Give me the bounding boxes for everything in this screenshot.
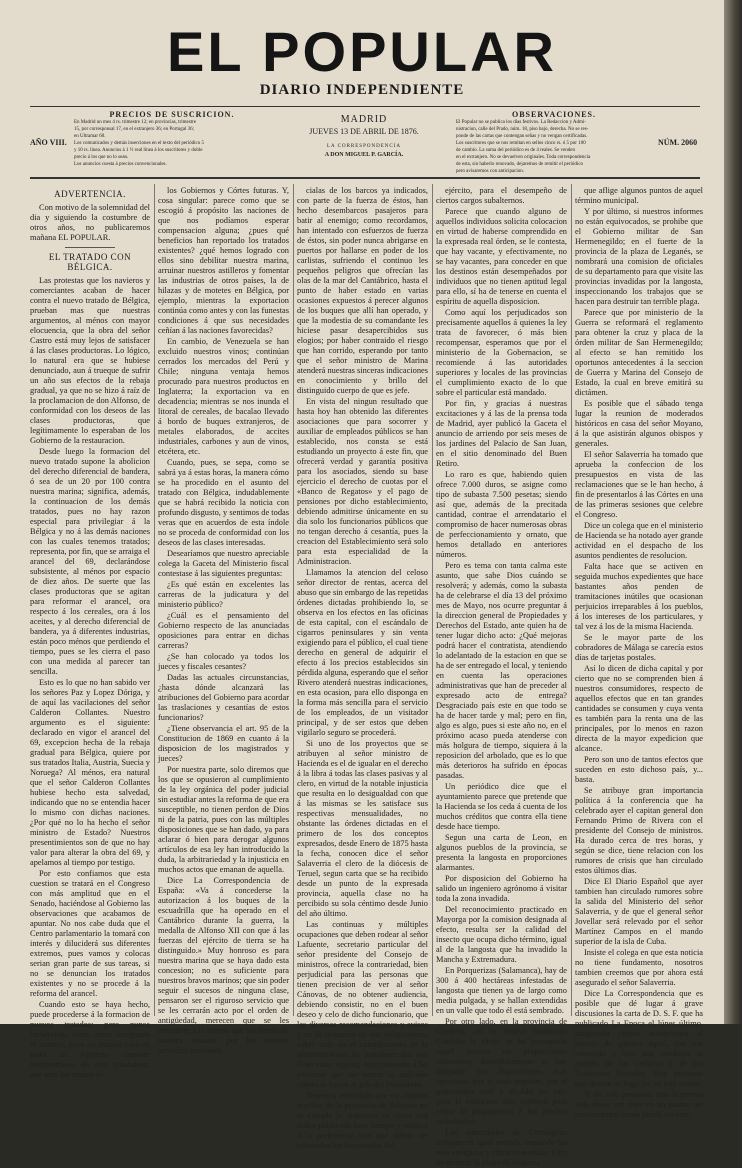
paragraph: ¿Cuál es el pensamiento del Gobierno respecto de las anunciadas oposiciones para entrar en dichas carreras? <box>158 611 289 650</box>
paragraph: Y por último, si nuestros informes no están equivocados, se prohibe que el Gobierno militar de San Hermenegildo; en el fuerte de la provincia de la plaza de Leganés, se nombrará una comision de oficiales de su departamento para que visite las provincias invadidas por la langosta, inspeccionando los trabajos que se hacen para destruir tan terrible plaga. <box>575 207 703 306</box>
observations-line: de esta, sin haberlo renovado, dejaremos de remitir el periódico <box>456 162 584 167</box>
tratado-heading: EL TRATADO CON BÉLGICA. <box>48 252 132 272</box>
column-3 <box>297 186 428 1150</box>
column-1 <box>30 186 150 1079</box>
paragraph: Un periódico dice que el ayuntamiento parece que pretende que la Hacienda se los ceda á cuenta de los muchos créditos que contra ella tiene desde hace tiempo. <box>436 782 567 831</box>
paragraph: El señor Salaverria ha tomado que aprueba la confeccion de los presupuestos en vista de las reclamaciones que se le han hecho, á fin de presentarlos á las Córtes en una de las primeras sesiones que celebre el Congreso. <box>575 450 703 519</box>
header-top-rule <box>30 106 700 107</box>
binding-edge <box>724 0 742 1024</box>
issue-number: NÚM. 2060 <box>658 138 698 147</box>
paragraph: ¿Tiene observancia el art. 95 de la Constitucion de 1869 en cuanto á la disposicion de los magistrados y jueces? <box>158 724 289 763</box>
paragraph: Llamamos la atencion del celoso señor director de rentas, acerca del abuso que sin embargo de las repetidas órdenes dictadas prohibiendo lo, se observa en los efectos en las oficinas de esta capital, con el escándalo de cigarros peninsulares y sin venta exigiendo para el público, el cual tiene derecho en general de adquirir el efecto á los precios establecidos sin pérdida alguna, esperando que el señor Rivero atenderá nuestras indicaciones, en esta ocasion, para ello disponga en la forma más sencilla para el servicio de los empleados, de un visitador principal, y de ser estos que deben vigilarlo seguro se procederá. <box>297 568 428 737</box>
paragraph: Esto es lo que no han sabido ver los señores Paz y Lopez Dóriga, y de aquí las vacilaciones del señor Calderon Collantes. Nuestro argumento es el siguiente: declarado en vigor el arancel del 69, excepcion hecha de la rebaja gradual para Bélgica, quiere por sus tratados Italia, Austria, Suecia y Noruega? Al ménos, era natural que el señor Calderon Collantes hubiese hecho esta salvedad, indicando que no se entendia hacer lo mismo con dichas naciones. ¿Por qué no lo ha hecho el señor ministro de Estado? Nuestros presentimientos son de que no hay valor para alterar la obra del 69, y apelamos al tiempo por testigo. <box>30 678 150 867</box>
subscription-line: Los anuncios cuesta á precios convencionales. <box>74 162 167 167</box>
paragraph: Se atribuye gran importancia política á la conferencia que ha celebrado ayer el capitan general don Fernando Primo de Rivera con el presidente del Consejo de ministros. Ha durado cerca de tres horas, y según se dice, tiene relacion con los rumores de crisis que han circulado estos últimos dias. <box>575 786 703 875</box>
paragraph: Se le mayor parte de los cobradores de Málaga se carecía estos días de tarjetas postales. <box>575 633 703 662</box>
paragraph: que aflige algunos puntos de aquel término municipal. <box>575 186 703 205</box>
paragraph: cialas de los barcos ya indicados, con parte de la fuerza de éstos, han hecho desembarcos pasajeros para batir al enemigo; como recordamos, han intentado con esfuerzos de fuerza de éstos, sin poder nunca abrigarse en puertos por hallarse en poder de los carlistas, sufriendo el continuo les pequeños peligros que ofrecían las olas de la mar del Cantábrico, hasta el punto de haber estado en varias ocasiones expuestos á perecer algunos de los buques que allí han operado, y que la modestia de su comandante les hiciese pasar desapercibidos sus elogios; por haber contraido el riesgo que han corrido, esperando por tanto que el señor ministro de Marina atenderá nuestras sinceras indicaciones en conocimiento y brillo del distinguido cuerpo de que es jefe. <box>297 186 428 395</box>
header-bottom-rule <box>30 177 700 179</box>
paragraph: Tenemos entendido que en algunos pueblos de la provincia de Palencia no se cumple lo dispuesto en cierta real órden publicada hace tiempo y relativa á la preferencia con que deban ser colocados los licenciados del <box>297 1091 428 1150</box>
paragraph: En cambio, de Venezuela se han excluido nuestros vinos; continúan cerrados los mercados del Perú y Chile; ninguna ventaja hemos procurado para nuestros productos en Inglaterra; la exportacion va en decadencia; mientras se nos inunda el litoral de cereales, de bacalao llevado á bordo de buques extranjeros, de metales elaborados, de accites industriales, carbones y aun de vinos, etcétera, etc. <box>158 337 289 456</box>
advertencia-text: Con motivo de la solemnidad del dia y siguiendo la costumbre de otros años, no publicaremos mañana EL POPULAR. <box>30 203 150 242</box>
paragraph: Lo raro es que, habiendo quien ofrece 7.000 duros, se asigne como tipo de subasta 7.500 pesetas; siendo así que, además de la precitada cantidad, contrae el arrendatario el compromiso de hacer numerosas obras de perfeccionamiento y ornato, que hemos detallado en anteriores números. <box>436 470 567 559</box>
paragraph: Pero es tema con tanta calma este asunto, que sabe Dios cuándo se resolverá; y además, como la subasta ha de celebrarse el día 13 del próximo mes de Mayo, nos ocurre preguntar á la direccion general de Propiedades y Derechos del Estado, ante quien ha de tener lugar dicho acto: ¿Qué mejoras podrá hacer el contratista, atendiendo lo adelantado de la estacion en que se ha de ser entregado el local, y teniendo en cuenta las operaciones administrativas que han de preceder al expresado acto de entrega? Desgraciado país este en que todo se ha de hacer tarde y mal; pero en fin, algo es algo, pues si este año no, en el próximo acaso pueda atenderse con más holgura de tiempo, siquiera á la reposicion del arbolado, que es lo que más deterioros ha sufrido en épocas pasadas. <box>436 561 567 780</box>
column-divider <box>293 184 294 1016</box>
masthead-title: EL POPULAR <box>167 20 557 83</box>
observations-line: pero avisaremos con anticipacion. <box>456 169 525 174</box>
masthead-subtitle: DIARIO INDEPENDIENTE <box>259 82 465 98</box>
issue-date: JUEVES 13 DE ABRIL DE 1876. <box>309 127 419 136</box>
observations-line: en el extranjero. No se devuelven originales. Toda correspondencia <box>456 155 591 160</box>
column-divider <box>154 184 155 1016</box>
subscription-line: en Ultramar 60. <box>74 134 106 139</box>
column-2 <box>158 186 289 1055</box>
year-label: AÑO VIII. <box>30 138 67 147</box>
city: MADRID <box>340 114 388 125</box>
paragraph: Insiste el colega en que esta noticia no tiene fundamento, nosotros tambien creemos que por ahora está asegurado el señor Salaverria. <box>575 948 703 987</box>
paragraph: En vista del ningun resultado que hasta hoy han obtenido las diferentes asociaciones que para socorrer y auxiliar de empleados públicos se han establecido, nos consta se está estudiando un proyecto á este fin, que ofrecerá verdad y garantía positiva para los asociados, siendo su base ejercicio el derecho de cuotas por el «Banco de Regatos» y el pago de pensiones por dicho establecimiento, debiendo admitirse únicamente en su dia solo los funcionarios públicos que no tengan derecho á cesantía, pues la creacion del Establecimiento será solo para esta especialidad de la Administracion. <box>297 397 428 566</box>
observations-line: Los suscritores que se nos remitan en sellos cinco rs. ó 5 por 100 <box>456 141 586 146</box>
paragraph: los Gobiernos y Córtes futuras. Y, cosa singular: parece como que se escogió á propósito las naciones de que nos podíamos esperar compensacion alguna; ¿pues qué beneficios han reportado los tratados existentes? ¿qué hemos logrado con ellos sino debilitar nuestra marina, arruinar nuestros astilleros y fomentar las industrias de otros países, la de hilazas y de motetes en Bélgica, por ejemplo, mientras la exportacion continúa como antes y con las funestas condiciones á que sus necesidades ceñían á las naciones favorecidas? <box>158 186 289 335</box>
observations-line: de cambio. La suma del periódico es de 4 reales. Se venden <box>456 148 575 153</box>
paragraph: ¿Es qué están en excelentes las carreras de la judicatura y del ministerio público? <box>158 580 289 609</box>
paragraph: Dadas las actuales circunstancias, ¿hasta dónde alcanzará las atribuciones del Gobierno para acordar las traslaciones y cesantías de estos funcionarios? <box>158 673 289 722</box>
column-4 <box>436 186 567 1167</box>
paragraph: Parece que cuando alguno de aquellos individuos solicita colocacion en virtud de haberse comprendido en la expresada real órden, se le contesta, que hay vacante, y efectivamente, no se hay vacantes, para conceder en que los destinos están desempeñados por individuos que no tienen aptitud legal para ello, sí ha de tenerse en cuenta el espíritu de aquella disposicion. <box>436 207 567 306</box>
paragraph: Y, no solo personas, sino la prensa toda desea ver claro en un asunto tan trascendental como puede ser este. <box>575 1090 703 1119</box>
observations-line: nistracion, calle del Prado, núm. 18, piso bajo, derecha. No se res- <box>456 127 589 132</box>
paragraph: ¿Se han colocado ya todos los jueces y fiscales cesantes? <box>158 652 289 671</box>
paragraph: Las autoridades de Carmagena trabajan en igual sentido, tomando las más enérgicas y eficaces medidas á fin de destruir la plaga de langosta <box>436 1128 567 1167</box>
paragraph: Por esto confiamos que esta cuestion se tratará en el Congreso con más amplitud que en el Senado, haciéndose al Gobierno las observaciones que acabamos de apuntar. No nos cabe duda que el Centro parlamentario la tomará con interés y diluciderá sus diferentes extremos, pues vamos y colocas serian gran parte de sus tareas, si no se denuncian los tratados existentes y no se procede á la reforma del arancel. <box>30 869 150 998</box>
paragraph: Desde luego la formacion del nuevo tratado supone la abolicion del derecho diferencial de bandera, ó sea de un 20 por 100 contra nuestra marina; significa, además, la continuacion de los demás tratados, pues no hay razon especial para privilegiar á la Bélgica y no á las demás naciones con las cuales tenemos tratados; representa, por fin, que se arraiga el arancel del 69, declarándose subsistente, al ménos por espacio de diez años. De suerte que las clases productoras que se agitan para reformar el arancel, ora respecto á los cereales, ora á los aceites, y al derecho diferencial de bandera, ya á diferentes industrias, están poco ménos que perdiendo el tiempo, pues se les cierra el paso con una medida al parecer tan sencilla. <box>30 447 150 676</box>
subscription-line: y 10 rs. linea. Anuncios á 1 ½ real línea á los suscritores y doble <box>74 148 203 153</box>
subscription-title: PRECIOS DE SUSCRICION. <box>109 110 235 119</box>
paragraph: Cuando, pues, se sepa, como se sabrá ya á estas horas, la manera cómo se ha procedido en el asunto del tratado con Bélgica, indudablemente que se habrá recibido la noticia con profundo disgusto, y sentimos de todas veras que en acuerdos de esta índole no se proceda de conformidad con los deseos de las clases interesadas. <box>158 458 289 547</box>
subscription-line: precio á los que no lo sean. <box>74 155 129 160</box>
column-divider <box>432 184 433 1016</box>
correspondence-label: LA CORRESPONDENCIA <box>327 144 401 149</box>
paragraph: Segun una carta de Leon, en algunos pueblos de la provincia, se presenta la langosta en proporciones alarmantes. <box>436 833 567 872</box>
paragraph: Desearíamos que nuestro apreciable colega la Gaceta del Ministerio fiscal contestase á las siguientes preguntas: <box>158 549 289 578</box>
paragraph: Las protestas que los navieros y comerciantes acaban de hacer contra el nuevo tratado de Bélgica, prueban mas que nuestras argumentos, al ménos con mayor elocuencia, que la obra del señor Castro está muy lejos de satisfacer á las clases productoras. Lo lógico, lo natural era que se hubiese denunciado, aun á trueque de sufrir un año sus efectos de la rebaja gradual, ya que no se hizo á raíz de la proclamacion de don Alfonso, de conformidad con los deseos de las clases productoras, que legítimamente lo esperaban de los Gobierno de la restauracion. <box>30 276 150 445</box>
paragraph: Es posible que el sábado tenga lugar la reunion de moderados históricos en casa del señor Moyano, á la que asistirán algunos obispos y generales. <box>575 399 703 448</box>
paragraph: Falta hace que se activen en seguida muchos expedientes que hace bastantes años penden de tramitaciones inútiles que ocasionan perjuicios irreparables á los pueblos, á los intereses de los particulares, y tal vez á los de la misma Hacienda. <box>575 562 703 631</box>
advertencia-heading: ADVERTENCIA. <box>54 189 126 199</box>
paragraph: Parece que por ministerio de la Guerra se reformará el reglamento para obtener la cruz y placa de la órden militar de San Hermenegildo; al efecto se han remitido los oportunos antecedentes á la seccion de Guerra y Marina del Consejo de Estado, la cual en breve emitirá su dictámen. <box>575 308 703 397</box>
paragraph: Dice El Diario Español que ayer tambien han circulado rumores sobre la salida del Ministerio del señor Salaverria, y de que el general señor Jovellar será relevado por el señor Martínez Campos en el mando superior de la isla de Cuba. <box>575 877 703 946</box>
column-5 <box>575 186 703 1119</box>
correspondence-to: A DON MIGUEL P. GARCÍA. <box>324 152 404 158</box>
paragraph: Del reconocimiento practicado en Mayorga por la comision designada al efecto, resulta ser la calidad del insecto que ocupa dicho término, igual al de la langosta que ha invadido la Mancha y Extremadura. <box>436 905 567 964</box>
subscription-line: 15, por corresponsal 17, en el extranjero 36; en Portugal 36; <box>74 127 194 132</box>
paragraph: ejército, para el desempeño de ciertos cargos subalternos. <box>436 186 567 205</box>
paragraph: Si uno de los proyectos que se atribuyen al señor ministro de Hacienda es el de igualar en el derecho á la libra á todas las clases pasivas y al clero, en virtud de la notable injusticia que resulta en lo desigualdad con que á las mismas se les satisface sus respectivas mensualidades, no obstante las órdenes dictadas en el primero de los dos conceptos expresados, desde Enero de 1875 hasta la fecha, conocen dice el señor Salaverria el clero de la diócesis de Teruel, segun carta que se ha recibido desde un punto de la expresada provincia, aquella clase no ha percibido su sola céntimo desde Junio del año último. <box>297 739 428 918</box>
paragraph: Como aquí los perjudicados son precisamente aquellos á quienes la ley trata de favorecer, ó más bien recompensar, esperamos que por el ministerio de la Gobernacion, se recomiende á las autoridades superiores y locales de las provincias el cumplimiento exacto de lo que sobre el particular está mandado. <box>436 308 567 397</box>
paragraph: Cuando esto se haya hecho, puede procederse á la formacion de nuevos tratados; pero nunca incluyendo como parte integrante el arancel, pues en ningun caso es justo ni legítimo contraer compromisos de esta naturaleza, que atan las manos de <box>30 1000 150 1079</box>
date-block <box>282 110 446 158</box>
observations-line: ponde de las cartas que contengan señas y no vengan certificadas. <box>456 134 588 139</box>
column-divider <box>571 184 572 1016</box>
paragraph: Dice La Correspondencia que es posible que dé lugar á grave discusiones la carta de D. S. F. que ha publicado La Epoca el lúnes último, dirigiendo ciertas acusaciones al partido de quienes aquel, que son conocido y con una conducta al partido de los carlistas y de los Gobiernos liberales. Hay personas que desean se haga luz en este asunto. <box>575 989 703 1088</box>
paragraph: Por disposicion del Gobierno ha salido un ingeniero agrónomo á visitar toda la zona invadida. <box>436 874 567 903</box>
paragraph: Por otro lado, en la provincia de Córdoba, en la dehesa nombrada Córdoba la Vieja, se ha presentado aquel insecto en proporciones alarmantes. Inmediatamente se han adoptado las disposiciones más oportunas que el caso requiere, por el gobernador civil y alcalde, no solo para la extincion sino tambien para evitar la propagacion á los predios colindantes. <box>436 1017 567 1126</box>
paragraph: En Porquerizas (Salamanca), hay de 300 á 400 hectáreas infestadas de langosta que tienen ya de largo como media pulgada, y se hallan extendidas en un valle que todo él está sembrado. <box>436 966 567 1015</box>
paragraph: Dice La Correspondencia de España: «Va á concederse la autorizacion á los buques de la escuadrilla que ha operado en el Cantábrico durante la guerra, la medalla de Alfonso XII con que á las fuerzas del ejército de tierra se ha distinguido.» Muy honroso es para nuestra marina que se haya dado esta concesion; no es suficiente para nuestros bravos marinos; que sin poder seguir el sucesos de ninguna clase, pensaron ser el riguroso servicio que se les cerrarán acto por el orden de antigüedad, merecen que se les considere á lo mismo que las demás de nuestra armada, por los buenos servicios prestados. <box>158 876 289 1055</box>
paragraph: Así lo dicen de dicha capital y por cierto que no se comprenden bien á nuestros consumidores, respecto de aquellos efectos que en tan grandes cantidades se consumen y cuya venta es también para la renta una de las principales, por lo menos en razon directa de la mayor expedicion que alcance. <box>575 664 703 753</box>
subscription-line: Los comunicados y demás inserciones en el texto del periódico 5 <box>74 141 204 146</box>
paragraph: Dice un colega que en el ministerio de Hacienda se ha notado ayer grande actividad en el despacho de los asuntos pendientes de resolucion. <box>575 521 703 560</box>
subscription-line: En Madrid un mes 4 rs. trimestre 12; en provincias, trimestre <box>74 120 196 125</box>
subscription-box <box>74 110 270 168</box>
observations-title: OBSERVACIONES. <box>511 110 597 119</box>
paragraph: Pero son uno de tantos efectos que suceden en esto dichoso país, y... basta. <box>575 755 703 784</box>
observations-box <box>456 110 652 175</box>
observations-line: El Popular no se publica los días festivos. La Redaccion y Admi- <box>456 120 586 125</box>
paragraph: Por fin, y gracias á nuestras excitaciones y á las de la prensa toda de Madrid, ayer publicó la Gaceta el anuncio de arriendo por seis meses de los jardines del Palacio de San Juan, en el sitio denominado del Buen Retiro. <box>436 399 567 468</box>
paragraph: Las continuas y múltiples ocupaciones que deben rodear al señor Lafuente, secretario particular del señor presidente del Consejo de ministros, ofrece la contrariedad, bien perjudicial para las personas que tienen precision de ver al señor Cánovas, de no obtener audiencia, debiendo consistir, no en el buen deseo y celo de dicho funcionario, que las diversas recomendaciones y avisos y en lo ordinario de sus obligaciones, sobre todo en el cumplimiento de la administracion, las peticiones que con él no estan sujetas; especialmente á las personas que no tienen la indicado objeto se hacen al jefe del Ministerio. <box>297 920 428 1089</box>
section-divider <box>65 247 115 248</box>
paragraph: Por nuestra parte, solo diremos que los que se opusieron al cumplimiento de la ley orgánica del poder judicial sin estudiar antes la reforma de que era susceptible, no tienen perdon de Dios ni de la patria, pues con las múltiples disposiciones que se han dado, ya para aclarar ó bien para derogar algunos artículos de esa ley han introducido la duda, la arbitrariedad y la injusticia en muchos actos que emanan de aquella. <box>158 765 289 874</box>
